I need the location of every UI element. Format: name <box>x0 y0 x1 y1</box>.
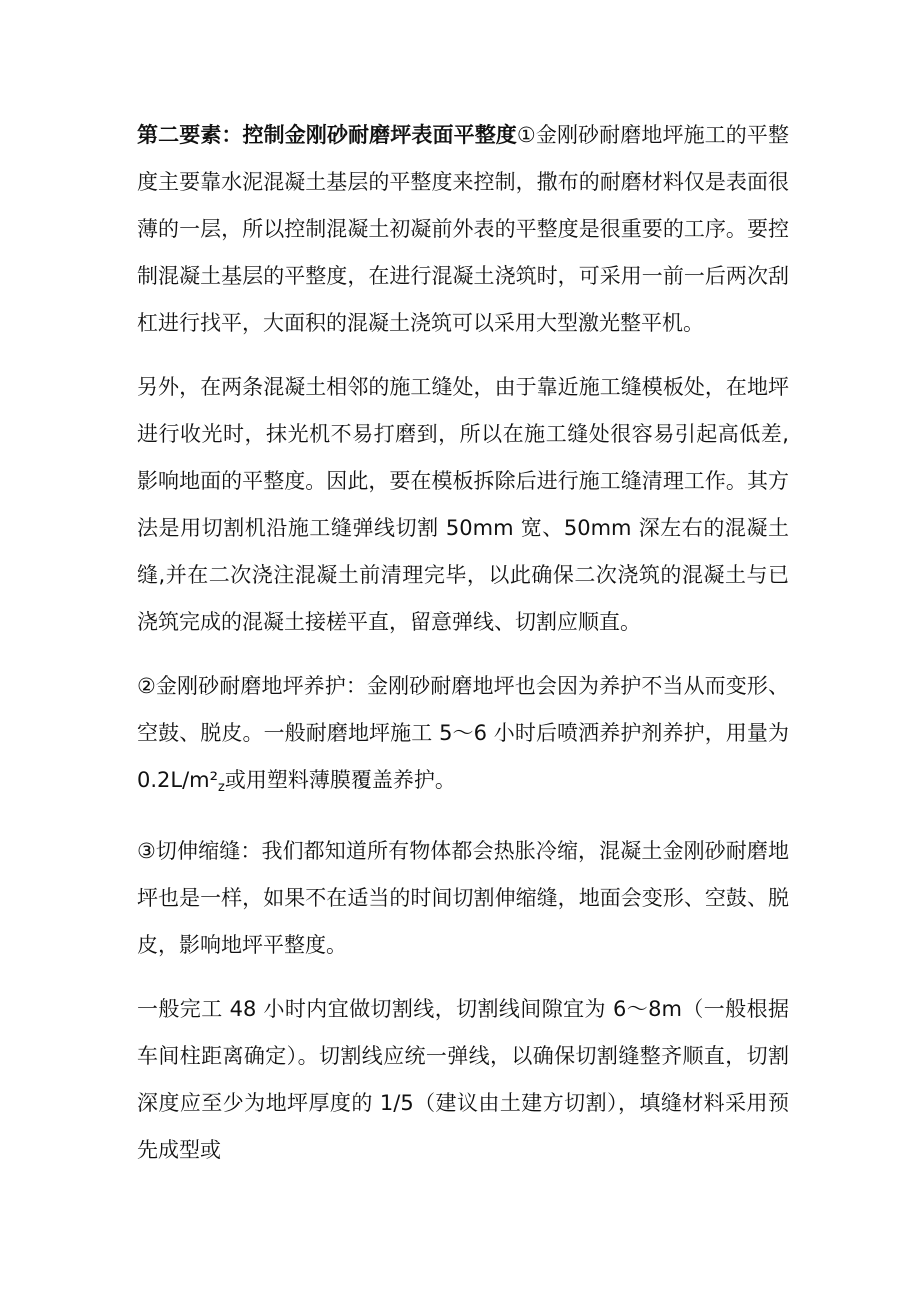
paragraph-curing <box>137 663 789 811</box>
subscript-text: z <box>218 780 225 795</box>
paragraph-expansion-joint: ③切伸缩缝：我们都知道所有物体都会热胀冷缩，混凝土金刚砂耐磨地坪也是一样，如果不在适当的时间切割伸缩缝，地面会变形、空鼓、脱皮，影响地坪平整度。 <box>137 839 789 957</box>
paragraph-text: 或用塑料薄膜覆盖养护。 <box>224 768 456 792</box>
paragraph-cutting-lines: 一般完工 48 小时内宜做切割线，切割线间隙宜为 6～8m（一般根据车间柱距离确定）。切割线应统一弹线，以确保切割缝整齐顺直，切割深度应至少为地坪厚度的 1/5（建议由土建方切割），填缝材料采用预先成型或 <box>137 997 789 1162</box>
document-page <box>137 112 789 1174</box>
paragraph-text: ①金刚砂耐磨地坪施工的平整度主要靠水泥混凝土基层的平整度来控制，撒布的耐磨材料仅是表面很薄的一层，所以控制混凝土初凝前外表的平整度是很重要的工序。要控制混凝土基层的平整度，在进行混凝土浇筑时，可采用一前一后两次刮杠进行找平，大面积的混凝土浇筑可以采用大型激光整平机。 <box>137 123 790 335</box>
paragraph-flatness-control <box>137 112 789 347</box>
paragraph-text: ②金刚砂耐磨地坪养护：金刚砂耐磨地坪也会因为养护不当从而变形、空鼓、脱皮。一般耐磨地坪施工 5～6 小时后喷洒养护剂养护，用量为 0.2L/m² <box>137 674 789 792</box>
section-heading: 第二要素：控制金刚砂耐磨坪表面平整度 <box>137 123 517 147</box>
paragraph-construction-joint: 另外，在两条混凝土相邻的施工缝处，由于靠近施工缝模板处，在地坪进行收光时，抹光机不易打磨到，所以在施工缝处很容易引起高低差,影响地面的平整度。因此，要在模板拆除后进行施工缝清理工作。其方法是用切割机沿施工缝弹线切割 50mm 宽、50mm 深左右的混凝土缝,并在二次浇注混凝土前清理完毕，以此确保二次浇筑的混凝土与已浇筑完成的混凝土接槎平直，留意弹线、切割应顺直。 <box>137 375 789 634</box>
